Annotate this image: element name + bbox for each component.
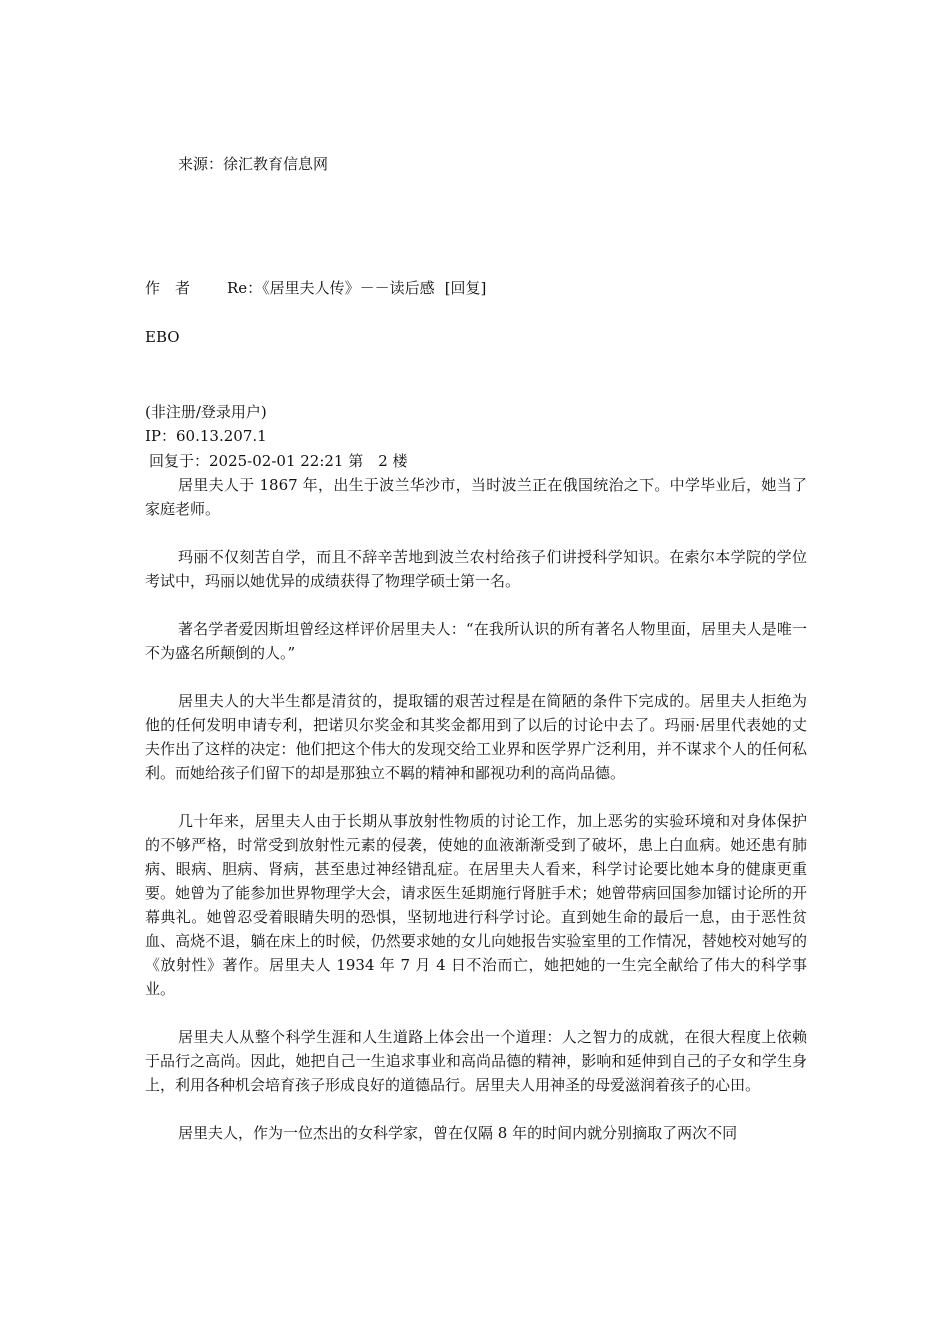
author-name: EBO (145, 328, 180, 346)
post-header (145, 276, 486, 300)
paragraph: 玛丽不仅刻苦自学，而且不辞辛苦地到波兰农村给孩子们讲授科学知识。在索尔本学院的学位考试中，玛丽以她优异的成绩获得了物理学硕士第一名。 (145, 548, 807, 590)
user-type: (非注册/登录用户) (145, 403, 267, 421)
author-label: 作 者 (145, 279, 191, 297)
post-title: Re：《居里夫人传》－－读后感 (227, 279, 435, 297)
paragraph: 居里夫人，作为一位杰出的女科学家，曾在仅隔 8 年的时间内就分别摘取了两次不同 (178, 1124, 738, 1142)
source-line: 来源：徐汇教育信息网 (178, 155, 329, 173)
paragraph: 居里夫人从整个科学生涯和人生道路上体会出一个道理：人之智力的成就，在很大程度上依赖于品行之高尚。因此，她把自己一生追求事业和高尚品德的精神，影响和延伸到自己的子女和学生身上，利用各种机会培育孩子形成良好的道德品行。居里夫人用神圣的母爱滋润着孩子的心田。 (145, 1028, 807, 1094)
paragraph: 著名学者爱因斯坦曾经这样评价居里夫人：“在我所认识的所有著名人物里面，居里夫人是唯一不为盛名所颠倒的人。” (145, 620, 807, 662)
ip-address: IP：60.13.207.1 (145, 427, 267, 445)
paragraph: 居里夫人的大半生都是清贫的，提取镭的艰苦过程是在简陋的条件下完成的。居里夫人拒绝为他的任何发明申请专利，把诺贝尔奖金和其奖金都用到了以后的讨论中去了。玛丽·居里代表她的丈夫作出了这样的决定：他们把这个伟大的发现交给工业界和医学界广泛利用，并不谋求个人的任何私利。而她给孩子们留下的却是那独立不羁的精神和鄙视功利的高尚品德。 (145, 692, 807, 782)
paragraph: 居里夫人于 1867 年，出生于波兰华沙市，当时波兰正在俄国统治之下。中学毕业后，她当了家庭老师。 (145, 476, 807, 518)
reply-link[interactable]: [回复] (444, 279, 487, 297)
post-body (145, 473, 807, 1169)
reply-time: 回复于：2025-02-01 22:21 第 2 楼 (149, 452, 408, 470)
paragraph: 几十年来，居里夫人由于长期从事放射性物质的讨论工作，加上恶劣的实验环境和对身体保护的不够严格，时常受到放射性元素的侵袭，使她的血液渐渐受到了破坏，患上白血病。她还患有肺病、眼病、胆病、肾病，甚至患过神经错乱症。在居里夫人看来，科学讨论要比她本身的健康更重要。她曾为了能参加世界物理学大会，请求医生延期施行肾脏手术；她曾带病回国参加镭讨论所的开幕典礼。她曾忍受着眼睛失明的恐惧，坚韧地进行科学讨论。直到她生命的最后一息，由于恶性贫血、高烧不退，躺在床上的时候，仍然要求她的女儿向她报告实验室里的工作情况，替她校对她写的《放射性》著作。居里夫人 1934 年 7 月 4 日不治而亡，她把她的一生完全献给了伟大的科学事业。 (145, 812, 807, 998)
